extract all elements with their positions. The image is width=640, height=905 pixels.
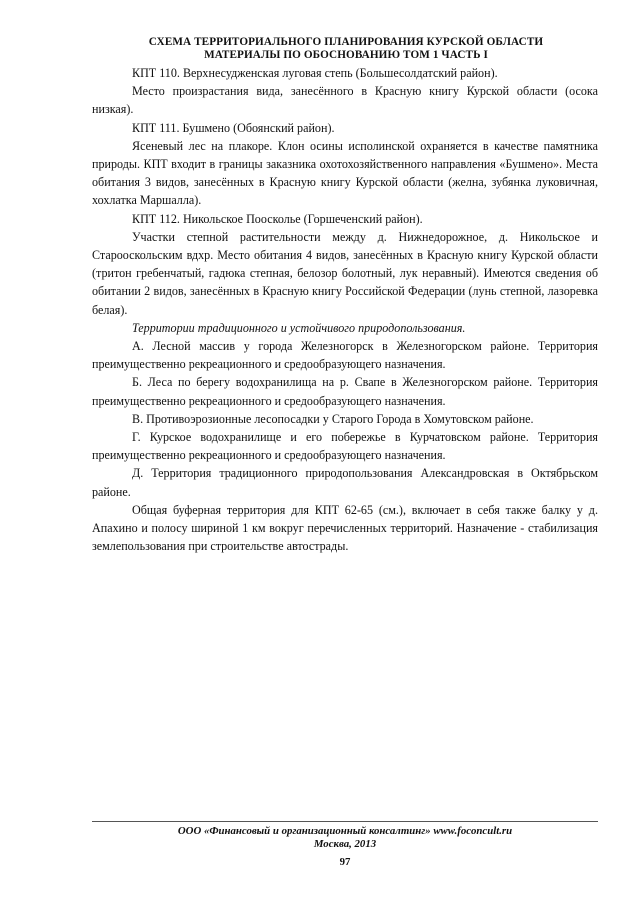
document-body <box>92 64 598 555</box>
paragraph-kpt-111-title: КПТ 111. Бушмено (Обоянский район). <box>132 120 335 135</box>
paragraph-kpt-110-title: КПТ 110. Верхнесудженская луговая степь (Большесолдатский район). <box>132 66 498 80</box>
paragraph-item-b: Б. Леса по берегу водохранилища на р. Свапе в Железногорском районе. Территория преимущественно рекреационного и средообразующего назначения. <box>92 375 598 408</box>
footer-company: ООО «Финансовый и организационный консалтинг» www.foconcult.ru <box>177 825 513 837</box>
paragraph-kpt-111-text: Ясеневый лес на плакоре. Клон осины исполинской охраняется в качестве памятника природы. КПТ входит в границы заказника охотохозяйственного направления «Бушмено». Места обитания 3 видов, занесённых в Красную книгу Курской области (желна, зубянка луковичная, хохлатка Маршалла). <box>92 138 598 208</box>
page-header <box>92 36 600 62</box>
paragraph-kpt-112-title: КПТ 112. Никольское Поосколье (Горшеченский район). <box>132 211 423 226</box>
page-number: 97 <box>339 856 351 868</box>
header-subtitle: МАТЕРИАЛЫ ПО ОБОСНОВАНИЮ ТОМ 1 ЧАСТЬ I <box>204 49 488 61</box>
paragraph-kpt-112-text: Участки степной растительности между д. Нижнедорожное, д. Никольское и Старооскольским вдхр. Место обитания 4 видов, занесённых в Красную книгу Курской области (тритон гребенчатый, гадюка степная, белозор болотный, лук неравный). Имеются сведения об обитании 2 видов, занесённых в Красную книгу Российской Федерации (лунь степной, лазоревка белая). <box>92 229 598 317</box>
section-heading: Территории традиционного и устойчивого природопользования. <box>132 320 466 335</box>
paragraph-kpt-110-text: Место произрастания вида, занесённого в Красную книгу Курской области (осока низкая). <box>92 84 598 117</box>
paragraph-item-g: Г. Курское водохранилище и его побережье в Курчатовском районе. Территория преимущественно рекреационного и средообразующего назначения. <box>92 430 598 463</box>
footer-city-year: Москва, 2013 <box>313 838 377 850</box>
paragraph-item-v: В. Противоэрозионные лесопосадки у Старого Города в Хомутовском районе. <box>132 411 534 426</box>
footer-divider <box>92 821 598 822</box>
paragraph-item-d: Д. Территория традиционного природопользования Александровская в Октябрьском районе. <box>92 466 598 499</box>
page-footer <box>92 825 598 851</box>
paragraph-buffer-zone: Общая буферная территория для КПТ 62-65 (см.), включает в себя также балку у д. Апахино и полосу шириной 1 км вокруг перечисленных территорий. Назначение - стабилизация землепользования при строительстве автострады. <box>92 502 598 554</box>
paragraph-item-a: А. Лесной массив у города Железногорск в Железногорском районе. Территория преимущественно рекреационного и средообразующего назначения. <box>92 339 598 372</box>
header-title: СХЕМА ТЕРРИТОРИАЛЬНОГО ПЛАНИРОВАНИЯ КУРСКОЙ ОБЛАСТИ <box>148 36 544 48</box>
